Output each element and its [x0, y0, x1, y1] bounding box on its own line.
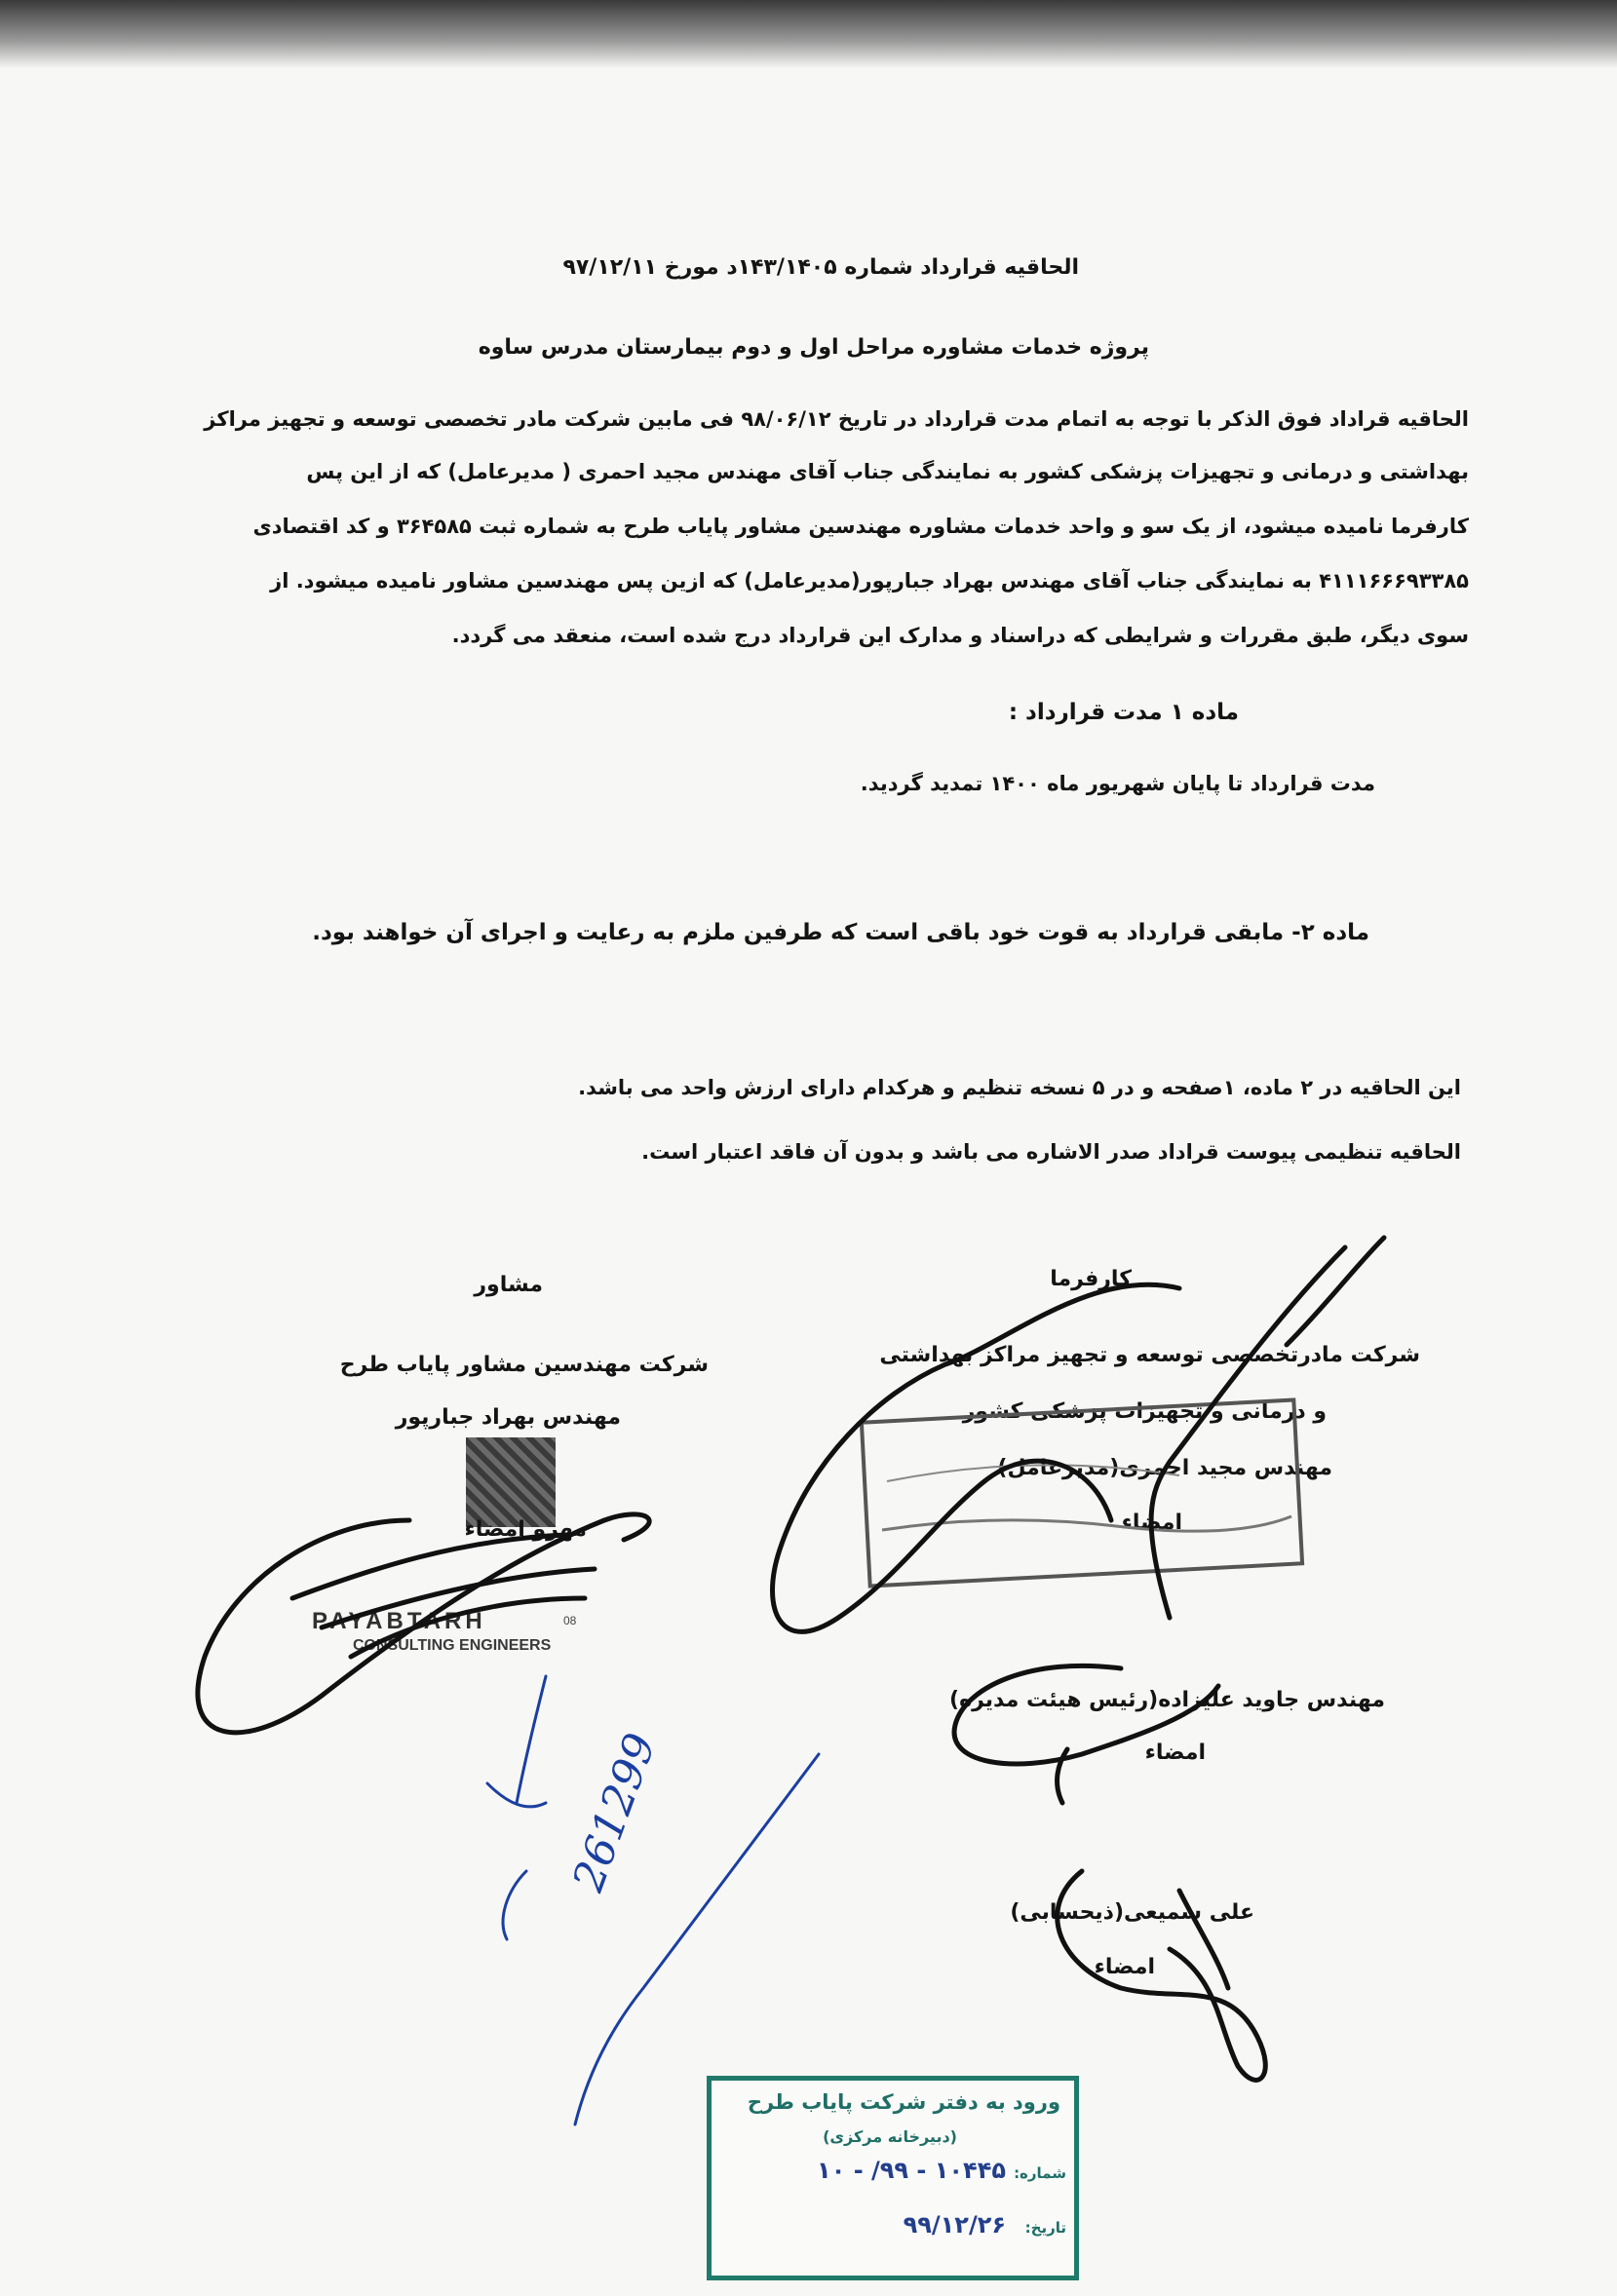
handwritten-date-note: 261299: [563, 1727, 667, 1898]
stamp-date-value: ۹۹/۱۲/۲۶: [903, 2211, 1006, 2239]
article-1-body: مدت قرارداد تا پایان شهریور ماه ۱۴۰۰ تمدید گردید.: [860, 772, 1375, 795]
closing-line-1: این الحاقیه در ۲ ماده، ۱صفحه و در ۵ نسخه تنظیم و هرکدام دارای ارزش واحد می باشد.: [578, 1076, 1461, 1099]
auditor-sign-label: امضاء: [1094, 1955, 1155, 1979]
employer-title: کارفرما: [1050, 1267, 1132, 1291]
registration-stamp: [707, 2076, 1079, 2280]
article-2-body: ماده ۲- مابقی قرارداد به قوت خود باقی است که طرفین ملزم به رعایت و اجرای آن خواهند بود.: [312, 920, 1369, 945]
intro-line: الحاقیه قراداد فوق الذکر با توجه به اتمام مدت قرارداد در تاریخ ۹۸/۰۶/۱۲ فی مابین شرکت مادر تخصصی توسعه و تجهیز مراکز: [204, 407, 1469, 431]
chairman-person: مهندس جاوید علیزاده(رئیس هیئت مدیره): [949, 1688, 1385, 1712]
chairman-signature: [954, 1665, 1218, 1803]
employer-person: مهندس مجید احمری(مدیرعامل): [997, 1456, 1332, 1480]
intro-line: ۴۱۱۱۶۶۶۹۳۳۸۵ به نمایندگی جناب آقای مهندس بهراد جبارپور(مدیرعامل) که ازین پس مهندسین مشاور نامیده میشود. از: [270, 569, 1469, 593]
consultant-title: مشاور: [474, 1273, 543, 1297]
stamp-office: (دبیرخانه مرکزی): [823, 2127, 957, 2146]
employer-stamp-impression: [862, 1399, 1302, 1586]
stamp-number-value: ۱۰۴۴۵ - ۹۹/ - ۱۰: [817, 2157, 1006, 2184]
article-1-heading: ماده ۱ مدت قرارداد :: [1008, 700, 1239, 725]
employer-company-line-1: شرکت مادرتخصصی توسعه و تجهیز مراکز بهداشتی: [879, 1343, 1420, 1367]
auditor-person: علی سمیعی(ذیحسابی): [1010, 1900, 1254, 1925]
employer-signature: [773, 1238, 1385, 1631]
logo-code: 08: [563, 1614, 577, 1627]
stamp-title: ورود به دفتر شرکت پایاب طرح: [747, 2090, 1060, 2114]
consultant-person: مهندس بهراد جبارپور: [395, 1405, 621, 1430]
chairman-sign-label: امضاء: [1144, 1741, 1206, 1765]
stamp-number-label: شماره:: [1014, 2164, 1066, 2182]
auditor-signature: [1058, 1871, 1266, 2080]
project-subtitle: پروژه خدمات مشاوره مراحل اول و دوم بیمارستان مدرس ساوه: [478, 335, 1149, 360]
logo-subtitle: CONSULTING ENGINEERS: [353, 1637, 552, 1654]
consultant-signature: [198, 1514, 649, 1733]
intro-line: بهداشتی و درمانی و تجهیزات پزشکی کشور به نمایندگی جناب آقای مهندس مجید احمری ( مدیرعامل) که از این پس: [306, 460, 1469, 483]
employer-sign-label: امضاء: [1121, 1511, 1182, 1535]
logo-wordmark: PAYABTARH: [312, 1608, 486, 1634]
intro-line: سوی دیگر، طبق مقررات و شرایطی که دراسناد و مدارک این قرارداد درج شده است، منعقد می گردد.: [451, 624, 1469, 647]
intro-line: کارفرما نامیده میشود، از یک سو و واحد خدمات مشاوره مهندسین مشاور پایاب طرح به شماره ثبت ۳۶۴۵۸۵ و کد اقتصادی: [252, 515, 1469, 538]
consultant-seal-label: مهرو امضاء: [464, 1517, 587, 1542]
closing-line-2: الحاقیه تنظیمی پیوست قراداد صدر الاشاره می باشد و بدون آن فاقد اعتبار است.: [641, 1140, 1461, 1164]
stamp-date-label: تاریخ:: [1024, 2219, 1066, 2237]
consultant-company: شرکت مهندسین مشاور پایاب طرح: [339, 1353, 709, 1377]
document-title: الحاقیه قرارداد شماره ۱۴۳/۱۴۰۵د مورخ ۹۷/۱۲/۱۱: [562, 255, 1079, 280]
employer-company-line-2: و درمانی و تجهیزات پزشکی کشور: [962, 1399, 1327, 1424]
